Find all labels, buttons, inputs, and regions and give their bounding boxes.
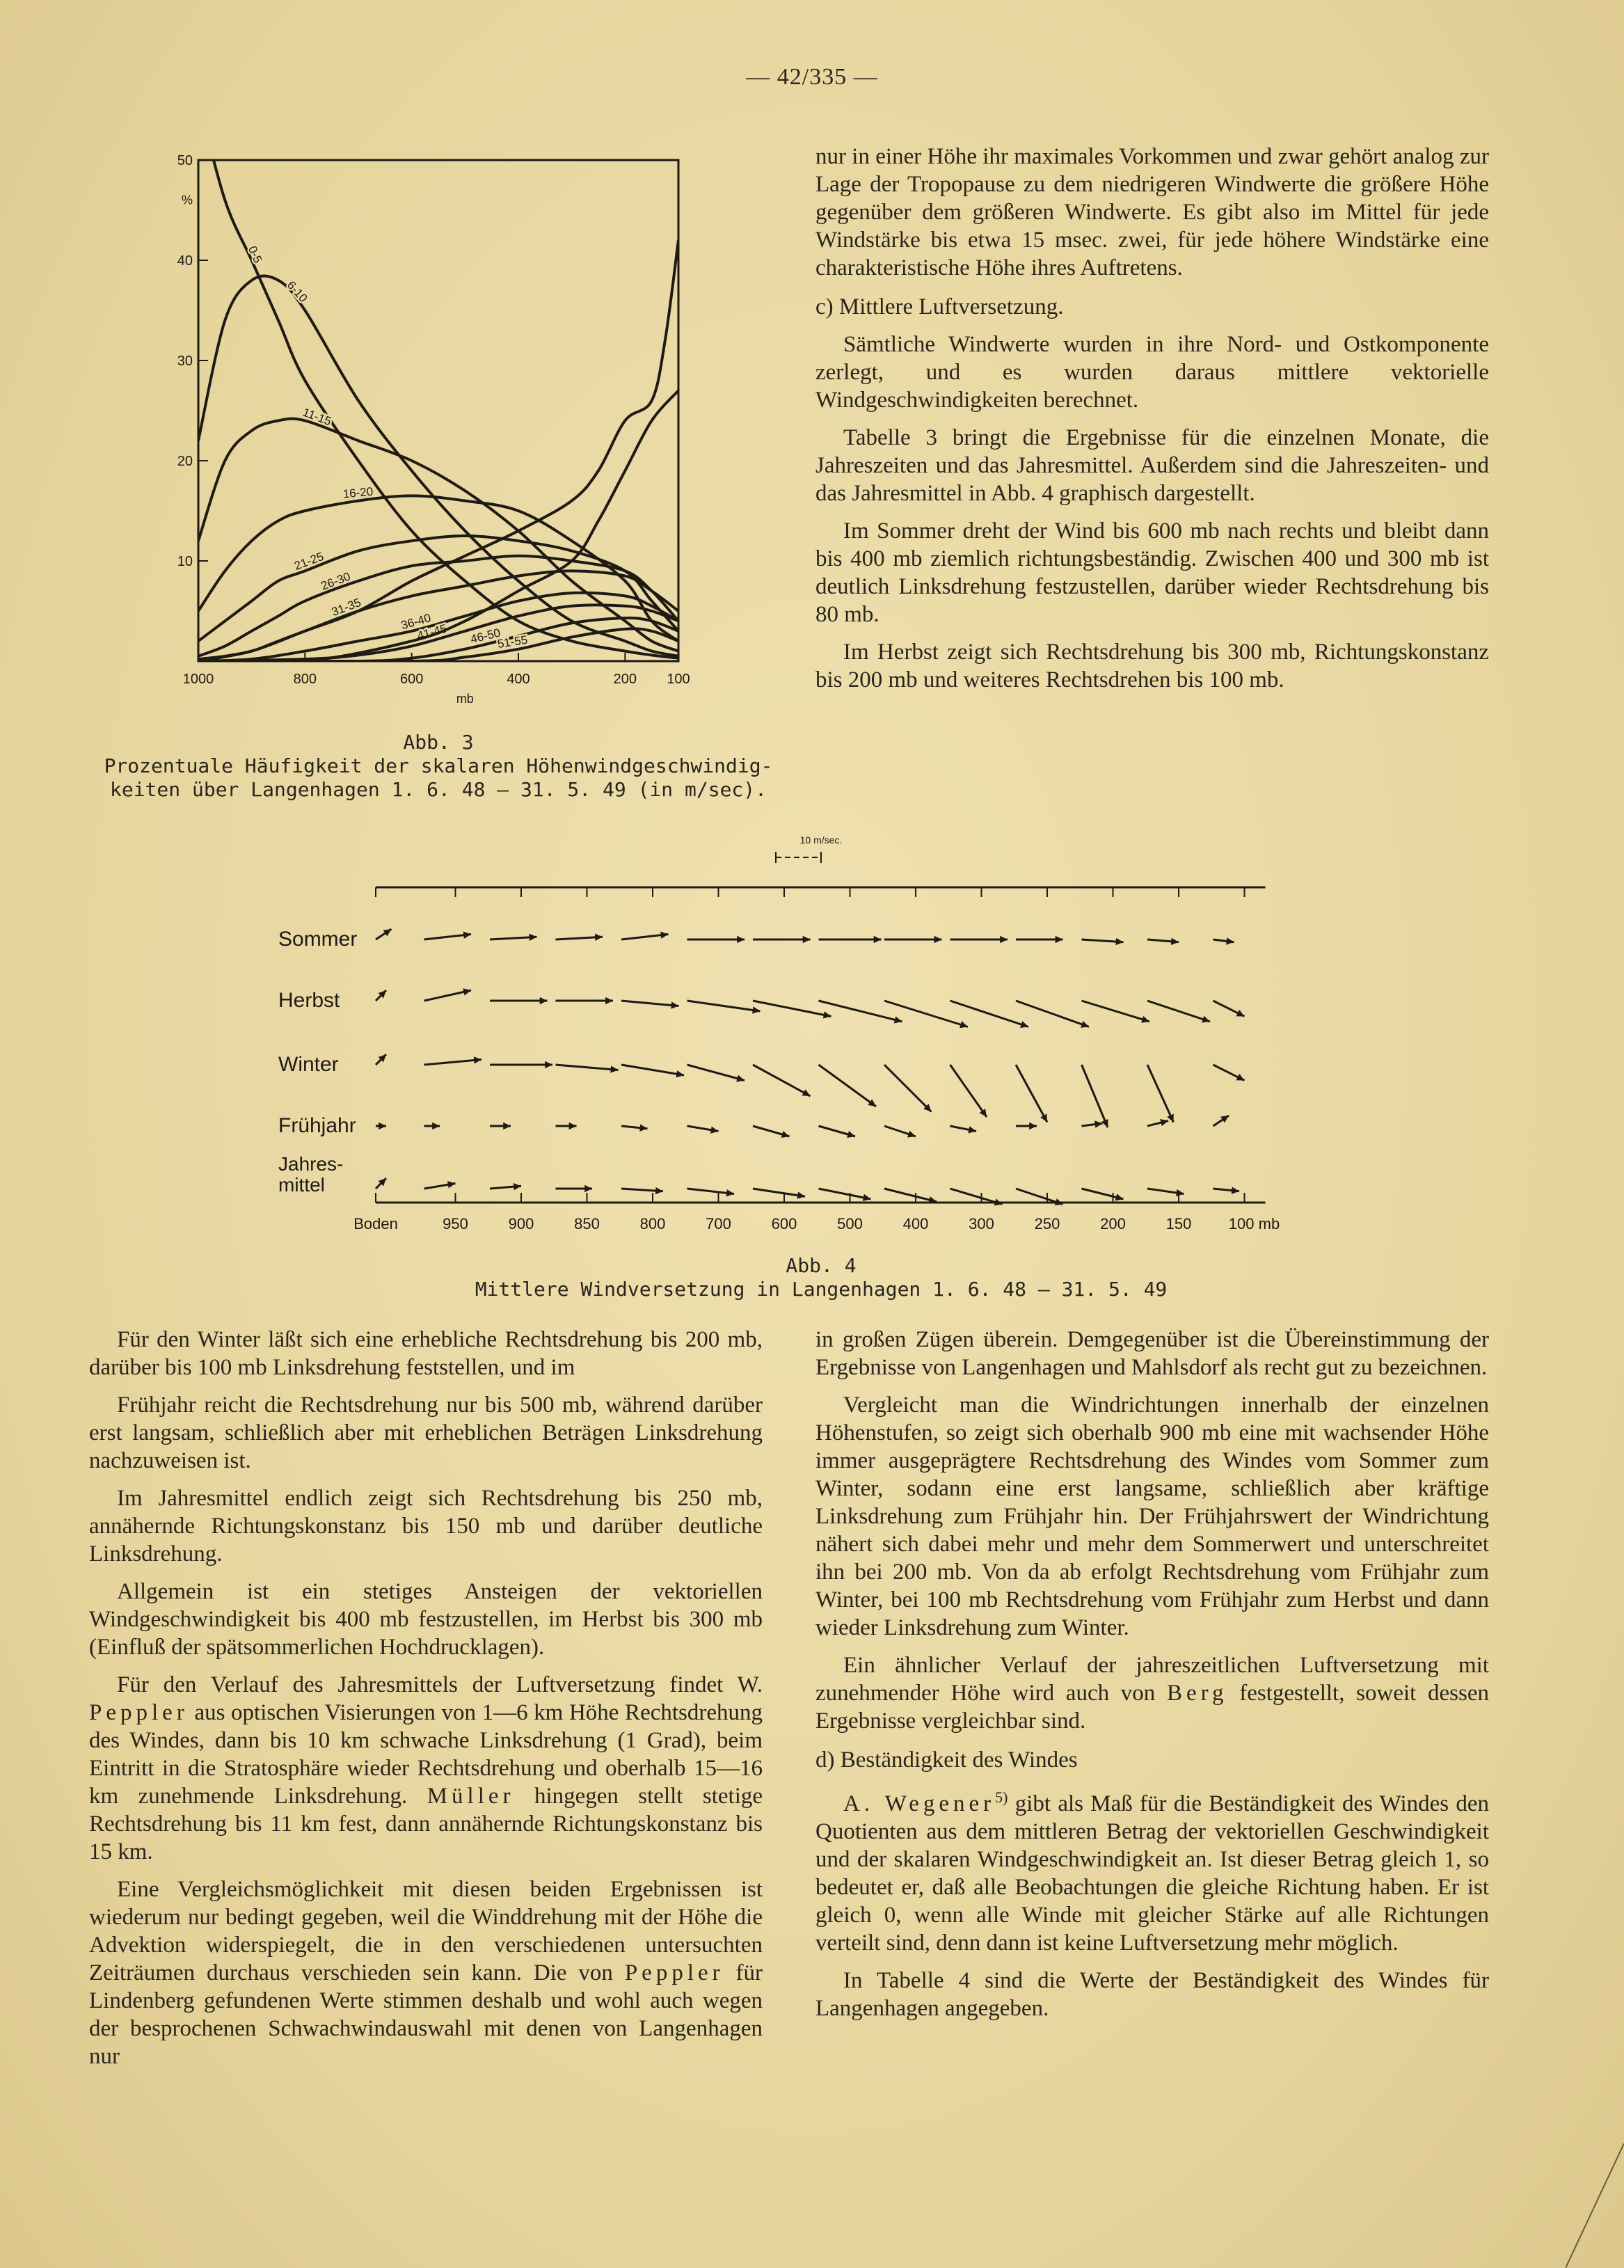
author-name: A. Wegener xyxy=(843,1791,996,1816)
paragraph: Frühjahr reicht die Rechtsdrehung nur bis 500 mb, während darüber erst langsam, schließlich aber mit erheblichen Beträgen Linksdrehung nachzuweisen ist. xyxy=(89,1393,763,1473)
wind-vector xyxy=(884,1189,937,1202)
wind-vector xyxy=(753,1189,805,1196)
author-name: Peppler xyxy=(89,1700,189,1725)
y-tick-label: 50 xyxy=(177,153,193,168)
wind-vector-head xyxy=(1171,938,1179,945)
wind-vector-head xyxy=(655,1187,663,1194)
wind-vector-head xyxy=(1000,936,1008,943)
wind-vector xyxy=(819,1065,877,1107)
wind-vector xyxy=(687,1001,761,1011)
y-tick-label: 10 xyxy=(177,554,193,569)
x-level-label: 250 xyxy=(1034,1215,1060,1232)
wind-vector-head xyxy=(907,1131,916,1138)
wind-vector xyxy=(1016,1001,1089,1027)
x-tick-label: 800 xyxy=(293,672,317,687)
wind-vector-head xyxy=(803,936,811,943)
paragraph xyxy=(89,1671,763,1866)
x-tick-label: 100 xyxy=(667,672,690,687)
row-label: Sommer xyxy=(278,928,358,951)
wind-vector-head xyxy=(1020,1021,1028,1028)
author-name: Berg xyxy=(1167,1681,1228,1706)
figure-3-caption-line2: keiten über Langenhagen 1. 6. 48 — 31. 5. 49 (in m/sec). xyxy=(109,778,767,801)
series-curve xyxy=(198,276,678,656)
x-level-label: 300 xyxy=(969,1215,994,1232)
paragraph xyxy=(815,1784,1489,1957)
text-run: festgestellt, soweit dessen Ergebnisse vergleichbar sind. xyxy=(815,1681,1490,1734)
wind-vector-head xyxy=(968,1126,976,1133)
figure-4-caption xyxy=(390,1254,1252,1301)
wind-vector xyxy=(1147,1065,1174,1123)
text-run: hingegen stellt stetige Rechtsdrehung bis 11 km fest, dann annähernde Richtungskonstanz bis 15 km. xyxy=(89,1784,763,1864)
wind-vector-head xyxy=(569,1123,577,1129)
paragraph: Sämtliche Windwerte wurden in ihre Nord- und Ostkomponente zerlegt, und es wurden daraus mittlere vektorielle Windgeschwindigkeiten berechnet. xyxy=(815,332,1489,413)
wind-vector-head xyxy=(823,1011,831,1018)
wind-vector xyxy=(819,1189,871,1199)
x-tick-label: 1000 xyxy=(182,672,214,687)
series-label: 26-30 xyxy=(319,569,353,593)
wind-vector xyxy=(621,1065,684,1075)
series-label: 51-55 xyxy=(496,633,529,651)
wind-vector xyxy=(753,1001,831,1017)
wind-vector-head xyxy=(474,1056,481,1063)
x-tick-label: 400 xyxy=(507,672,530,687)
figure-3-label: Abb. 3 xyxy=(403,731,474,754)
wind-vector-head xyxy=(584,1185,592,1192)
y-tick-label: 20 xyxy=(177,454,193,469)
wind-vector xyxy=(884,1001,968,1027)
x-level-label: 150 xyxy=(1165,1215,1192,1232)
wind-vector-head xyxy=(934,936,942,943)
paragraph: Im Sommer dreht der Wind bis 600 mb nach rechts und bleibt dann bis 400 mb ziemlich richtungsbeständig. Zwischen 400 und 300 mb ist deutlich Linksdrehung festzustellen, darüber wieder Rechtsdrehung bis 80 mb. xyxy=(815,518,1489,627)
wind-vector-head xyxy=(1202,1016,1210,1023)
row-label: Frühjahr xyxy=(278,1114,356,1137)
wind-vector-head xyxy=(595,934,603,941)
page-number: — 42/335 — xyxy=(746,64,878,90)
wind-vector xyxy=(753,1065,811,1096)
wind-vector xyxy=(1082,1001,1150,1022)
x-level-label: 200 xyxy=(1100,1215,1126,1232)
x-level-label: Boden xyxy=(353,1215,398,1232)
paragraph: nur in einer Höhe ihr maximales Vorkommen und zwar gehört analog zur Lage der Tropopause zu dem niedrigeren Windwerte die größere Höhe gegenüber dem größeren Windwerte. Es gibt also im Mittel für jede Windstärke bis etwa 15 msec. zwei, für jede höhere Windstärke eine charakteristische Höhe ihres Auftretens. xyxy=(815,144,1489,280)
section-heading: c) Mittlere Luftversetzung. xyxy=(815,294,1064,319)
series-label: 16-20 xyxy=(342,484,374,501)
wind-vector-head xyxy=(863,1194,871,1201)
x-tick-label: 600 xyxy=(399,672,424,687)
wind-vector-head xyxy=(737,936,745,943)
figure-3-caption-line1: Prozentuale Häufigkeit der skalaren Höhenwindgeschwindig- xyxy=(104,754,773,777)
series-label: 41-45 xyxy=(415,621,449,643)
wind-vector xyxy=(1082,1065,1108,1127)
wind-vector-head xyxy=(671,1001,678,1008)
series-label: 36-40 xyxy=(399,611,433,633)
series-label: 46-50 xyxy=(469,626,502,647)
wind-vector xyxy=(556,1065,619,1070)
page-corner-fold xyxy=(1566,2143,1624,2268)
row-label: Herbst xyxy=(278,989,340,1012)
x-level-label: 400 xyxy=(902,1215,929,1232)
paragraph: in großen Zügen überein. Demgegenüber ist die Übereinstimmung der Ergebnisse von Langenhagen und Mahlsdorf als recht gut zu bezeichnen. xyxy=(815,1327,1489,1380)
wind-vector xyxy=(1016,1065,1047,1123)
text-run: Für den Verlauf des Jahresmittels der Luftversetzung findet W. xyxy=(117,1672,763,1697)
series-label: 11-15 xyxy=(301,405,333,429)
x-level-label: 600 xyxy=(771,1215,797,1232)
paragraph: Im Herbst zeigt sich Rechtsdrehung bis 300 mb, Richtungskonstanz bis 200 mb und weiteres Rechtsdrehen bis 100 mb. xyxy=(815,640,1489,692)
wind-vector xyxy=(1147,1001,1210,1022)
right-column-bottom xyxy=(815,1326,1489,2032)
row-label: Jahres- xyxy=(278,1153,344,1175)
wind-vector-head xyxy=(540,997,548,1004)
y-tick-label: 30 xyxy=(177,354,193,369)
wind-vector-head xyxy=(1115,938,1123,945)
author-name: Müller xyxy=(427,1784,515,1809)
footnote-ref: 5) xyxy=(995,1789,1008,1806)
paragraph: In Tabelle 4 sind die Werte der Beständigkeit des Windes für Langenhagen angegeben. xyxy=(815,1968,1489,2021)
x-tick-label: 200 xyxy=(613,672,637,687)
wind-vector-head xyxy=(463,988,471,995)
author-name: Peppler xyxy=(624,1960,724,1985)
text-run: für Lindenberg gefundenen Werte stimmen deshalb und wohl auch wegen der besprochenen Schwachwindauswahl mit denen von Langenhagen nur xyxy=(89,1960,763,2069)
x-level-label: 700 xyxy=(706,1215,731,1232)
figure-4-label: Abb. 4 xyxy=(786,1254,857,1277)
text-run: aus optischen Visierungen von 1—6 km Höhe Rechtsdrehung des Windes, dann bis 10 km schwache Linksdrehung (1 Grad), beim Eintritt in die Stratosphäre wieder Rechtsdrehung und oberhalb 15—16 km zunehmende Linksdrehung. xyxy=(89,1700,763,1809)
wind-vector xyxy=(884,1065,932,1112)
wind-vector-head xyxy=(432,1123,440,1129)
right-column-top xyxy=(815,143,1489,704)
series-label: 21-25 xyxy=(292,549,326,573)
wind-vector-head xyxy=(529,934,536,941)
row-label: Winter xyxy=(278,1053,339,1076)
series-curve xyxy=(198,146,678,658)
series-label: 6-10 xyxy=(284,278,310,306)
x-level-label: 100 mb xyxy=(1228,1215,1280,1232)
paragraph: Tabelle 3 bringt die Ergebnisse für die einzelnen Monate, die Jahreszeiten und das Jahresmittel. Außerdem sind die Jahreszeiten- und das Jahresmittel in Abb. 4 graphisch dargestellt. xyxy=(815,425,1489,506)
wind-vector xyxy=(950,1065,987,1117)
series-label: 31-35 xyxy=(330,596,363,619)
wind-vector-head xyxy=(379,1123,386,1129)
wind-vector-head xyxy=(503,1123,511,1129)
x-level-label: 950 xyxy=(443,1215,468,1232)
x-level-label: 800 xyxy=(639,1215,666,1232)
wind-vector-head xyxy=(545,1061,552,1068)
text-run: Eine Vergleichsmöglichkeit mit diesen beiden Ergebnissen ist wiederum nur bedingt gegeben, weil die Winddrehung mit der Höhe die Advektion widerspiegelt, die in den verschiedenen untersuchten Zeiträumen durchaus verschieden sein kann. Die von xyxy=(89,1877,763,1985)
wind-vector-head xyxy=(605,997,613,1004)
wind-vector xyxy=(424,1060,482,1065)
x-level-label: 850 xyxy=(574,1215,600,1232)
x-axis-label: mb xyxy=(456,692,474,706)
paragraph: Für den Winter läßt sich eine erhebliche Rechtsdrehung bis 200 mb, darüber bis 100 mb Linksdrehung feststellen, und im xyxy=(89,1327,763,1380)
y-tick-label: 40 xyxy=(177,253,193,269)
wind-vector xyxy=(621,1001,679,1006)
y-axis-label: % xyxy=(181,193,193,207)
wind-vector xyxy=(819,1001,902,1022)
wind-vector-head xyxy=(1056,936,1063,943)
wind-vector-head xyxy=(610,1065,618,1072)
paragraph xyxy=(815,1651,1489,1735)
scale-label: 10 m/sec. xyxy=(799,834,843,846)
section-heading: d) Beständigkeit des Windes xyxy=(815,1747,1078,1773)
figure-4-caption-text: Mittlere Windversetzung in Langenhagen 1. 6. 48 — 31. 5. 49 xyxy=(475,1278,1168,1301)
wind-vector-head xyxy=(1081,1021,1089,1028)
figure-3-chart xyxy=(167,146,779,717)
wind-vector-head xyxy=(514,1183,521,1190)
paragraph: Im Jahresmittel endlich zeigt sich Rechtsdrehung bis 250 mb, annähernde Richtungskonstanz bis 150 mb und darüber deutliche Linksdrehung. xyxy=(89,1486,763,1567)
paragraph xyxy=(89,1876,763,2070)
wind-vector-head xyxy=(1029,1123,1037,1129)
series-label: 0-5 xyxy=(246,244,265,265)
left-column-bottom xyxy=(89,1326,763,2080)
text-run: gibt als Maß für die Beständigkeit des Windes den Quotienten aus dem mittleren Betrag der vektoriellen Geschwindigkeit und der skalaren Windgeschwindigkeit an. Ist dieser Betrag gleich 1, so bedeutet er, daß alle Beobachtungen die gleiche Richtung haben. Er ist gleich 0, wenn alle Winde mit gleicher Stärke auf alle Richtungen verteilt sind, denn dann ist keine Luftversetzung mehr möglich. xyxy=(815,1791,1489,1956)
figure-4-chart xyxy=(264,828,1294,1260)
wind-vector xyxy=(687,1065,745,1081)
row-label: mittel xyxy=(278,1174,325,1196)
x-level-label: 500 xyxy=(837,1215,863,1232)
x-level-label: 900 xyxy=(508,1215,534,1232)
paragraph: Allgemein ist ein stetiges Ansteigen der vektoriellen Windgeschwindigkeit bis 400 mb festzustellen, im Herbst bis 300 mb (Einfluß der spätsommerlichen Hochdrucklagen). xyxy=(89,1579,763,1660)
wind-vector-head xyxy=(874,936,882,943)
text-run: Ein ähnlicher Verlauf der jahreszeitlichen Luftversetzung mit zunehmender Höhe wird auch von xyxy=(815,1653,1489,1706)
figure-3-caption xyxy=(83,731,793,802)
paragraph: Vergleicht man die Windrichtungen innerhalb der einzelnen Höhenstufen, so zeigt sich oberhalb 900 mb eine mit wachsender Höhe immer ausgeprägtere Rechtsdrehung des Windes vom Sommer zum Winter, sodann eine erst langsame, schließlich aber kräftige Linksdrehung zum Frühjahr hin. Der Frühjahrswert der Windrichtung nähert sich dabei mehr und mehr dem Sommerwert und unterschreitet ihn bei 200 mb. Von da ab erfolgt Rechtsdrehung vom Frühjahr zum Winter, bei 100 mb Rechtsdrehung vom Frühjahr zum Herbst und dann wieder Linksdrehung zum Winter. xyxy=(815,1393,1489,1640)
